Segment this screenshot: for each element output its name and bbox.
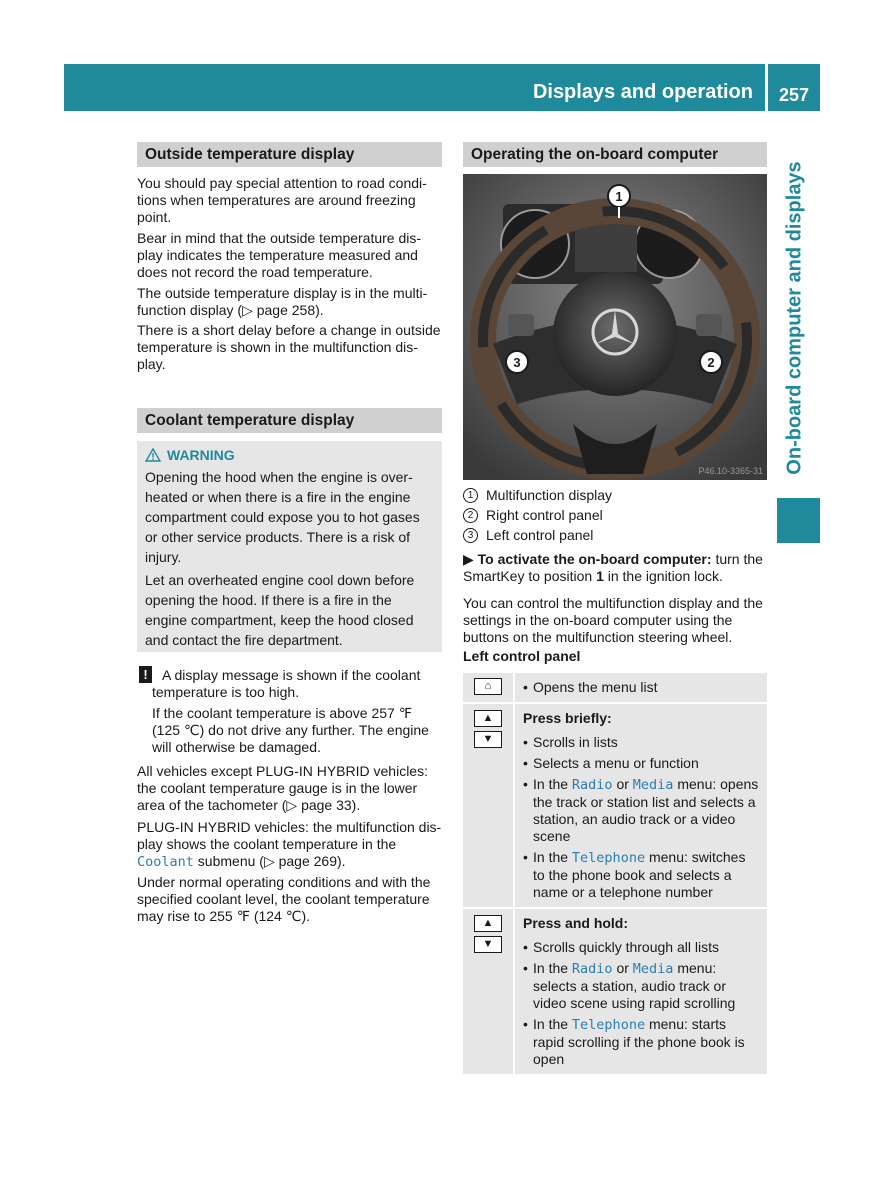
list-item: • In the Telephone menu: switches to the phone book and selects a name or a telephone number [523,849,746,900]
legend-item [463,507,603,524]
callout-2: 2 [707,355,715,370]
note-para-1: A display message is shown if the coolant temperature is too high. [152,667,421,700]
section-title: Displays and operation [532,81,753,103]
outside-temp-para-2: Bear in mind that the outside temperature dis-play indicates the temperature measured and does not record the road temperature. [137,230,422,280]
legend-text: Right control panel [486,507,603,523]
legend-number: 2 [463,508,478,523]
bullet-text: menu: switches to the phone book and selects a name or a telephone number [533,849,746,900]
caution-icon: ! [139,666,152,683]
value-cell [515,909,767,1074]
instruction-arrow-icon: ▶ [463,551,474,567]
press-briefly-heading: Press briefly: [523,710,612,726]
warning-title [145,445,434,465]
bullet-text: or [616,960,629,976]
header-bar [64,64,765,111]
up-arrow-icon: ▲ [474,915,502,932]
activate-position: 1 [596,568,604,584]
radio-menu-label: Radio [571,961,613,977]
left-control-panel-heading: Left control panel [463,648,581,664]
bullet-text: Opens the menu list [533,679,658,695]
bullet-text: Selects a menu or function [533,755,699,771]
photo-id-label: P46.10-3365-31 [698,466,763,476]
legend-text: Left control panel [486,527,594,543]
legend-item [463,527,593,544]
warning-para-1: Opening the hood when the engine is over-heated or when there is a fire in the engine compartment could expose you to hot gases or other service products. There is a risk of injury. [145,469,420,565]
callout-1: 1 [615,189,623,204]
key-cell [463,673,515,702]
value-cell [515,673,767,702]
media-menu-label: Media [632,961,674,977]
hybrid-para [137,819,442,871]
activate-text: turn the SmartKey to position [463,551,763,584]
callout-3: 3 [513,355,521,370]
hybrid-para-text: PLUG-IN HYBRID vehicles: the multifunction dis-play shows the coolant temperature in the [137,819,442,852]
warning-label: WARNING [167,447,235,463]
up-arrow-icon: ▲ [474,710,502,727]
chapter-tab-label: On-board computer and displays [783,161,806,475]
list-item: • In the Radio or Media menu: selects a station, audio track or video scene using rapid scrolling [523,960,736,1011]
outside-temp-para-1: You should pay special attention to road condi-tions when temperatures are around freezing point. [137,175,427,225]
list-item: • Scrolls quickly through all lists [523,939,719,955]
activate-end: in the ignition lock. [607,568,723,584]
coolant-temp-heading: Coolant temperature display [137,408,442,433]
page-number: 257 [768,64,820,111]
bullet-text: menu: selects a station, audio track or video scene using rapid scrolling [533,960,736,1011]
legend-item [463,487,612,504]
control-table [463,673,767,1074]
list-item: • Scrolls in lists [523,734,618,750]
warning-box [137,441,442,652]
list-item: • In the Radio or Media menu: opens the track or station list and selects a station, an audio track or a video scene [523,776,759,844]
telephone-menu-label: Telephone [571,850,646,866]
steering-wheel-photo [463,174,767,480]
legend-number: 3 [463,528,478,543]
telephone-menu-label: Telephone [571,1017,646,1033]
hybrid-para-end: submenu (▷ page 269). [197,853,346,869]
bullet-text: In the [533,776,569,792]
list-item: • Opens the menu list [523,679,658,695]
list-item: • In the Telephone menu: starts rapid scrolling if the phone book is open [523,1016,745,1067]
control-para: You can control the multifunction display and the settings in the on-board computer using the buttons on the multifunction steering wheel. [463,595,763,645]
home-icon: ⌂ [474,678,502,695]
onboard-computer-heading: Operating the on-board computer [463,142,767,167]
outside-temp-para-4: There is a short delay before a change in outside temperature is shown in the multifunction dis-play. [137,322,441,372]
key-cell [463,909,515,1074]
chapter-tab-marker [777,498,820,543]
table-row [463,704,767,909]
table-row [463,673,767,704]
value-cell [515,704,767,907]
warning-para-2: Let an overheated engine cool down before opening the hood. If there is a fire in the engine compartment, keep the hood closed and contact the fire department. [145,572,415,648]
chapter-tab [770,140,820,495]
key-cell [463,704,515,907]
coolant-menu-label: Coolant [137,854,194,870]
activate-instruction [463,551,767,585]
bullet-text: menu: opens the track or station list and selects a station, an audio track or a video scene [533,776,759,844]
bullet-text: In the [533,849,569,865]
bullet-text: or [616,776,629,792]
table-row [463,909,767,1074]
bullet-text: In the [533,960,569,976]
outside-temp-para-3: The outside temperature display is in the multi-function display (▷ page 258). [137,285,428,318]
bullet-text: menu: starts rapid scrolling if the phone book is open [533,1016,745,1067]
normal-conditions-para: Under normal operating conditions and with the specified coolant level, the coolant temperature may rise to 255 ℉ (124 ℃). [137,874,431,924]
warning-triangle-icon [145,448,161,462]
outside-temp-heading: Outside temperature display [137,142,442,167]
bullet-text: In the [533,1016,569,1032]
bullet-text: Scrolls quickly through all lists [533,939,719,955]
bullet-text: Scrolls in lists [533,734,618,750]
press-hold-heading: Press and hold: [523,915,629,931]
media-menu-label: Media [632,777,674,793]
note-para-2: If the coolant temperature is above 257 ℉ (125 ℃) do not drive any further. The engine will otherwise be damaged. [152,705,429,755]
down-arrow-icon: ▼ [474,936,502,953]
list-item: • Selects a menu or function [523,755,699,771]
radio-menu-label: Radio [571,777,613,793]
legend-number: 1 [463,488,478,503]
down-arrow-icon: ▼ [474,731,502,748]
legend-text: Multifunction display [486,487,613,503]
vehicles-para: All vehicles except PLUG-IN HYBRID vehicles: the coolant temperature gauge is in the lower area of the tachometer (▷ page 33). [137,763,428,813]
activate-bold: To activate the on-board computer: [477,551,712,567]
